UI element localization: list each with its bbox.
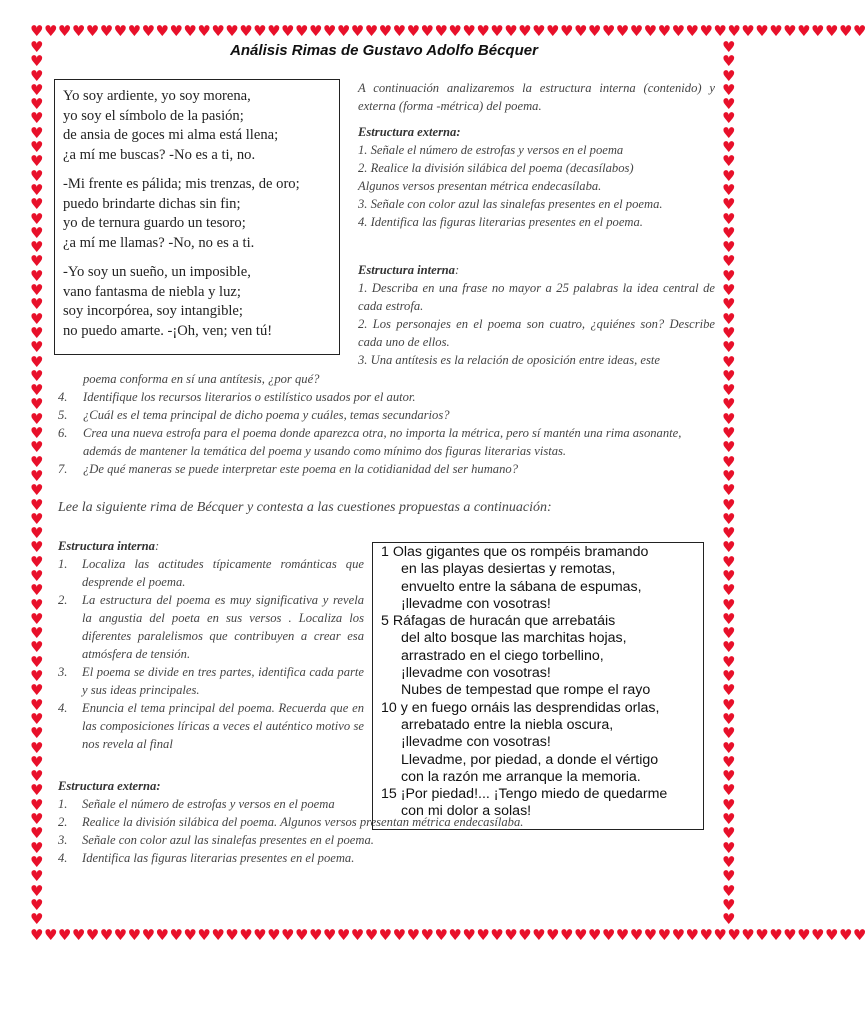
item-number: 4.	[58, 701, 68, 715]
verse-line: ¡llevadme con vosotras!	[401, 734, 551, 751]
question-item	[58, 849, 718, 867]
poem-box-1	[54, 79, 340, 355]
verse-line: vano fantasma de niebla y luz;	[63, 283, 241, 300]
heart-border-right: ♥♥♥♥♥♥♥♥♥♥♥♥♥♥♥♥♥♥♥♥♥♥♥♥♥♥♥♥♥♥♥♥♥♥♥♥♥♥♥♥♥♥♥♥♥♥♥♥♥♥♥♥♥♥♥♥♥♥♥♥♥♥	[722, 38, 736, 929]
internal-structure-continued	[58, 370, 718, 478]
item-text: Señale con color azul las sinalefas presentes en el poema.	[82, 833, 374, 847]
item-number: 4.	[58, 851, 68, 865]
intro-text: A continuación analizaremos la estructura interna (contenido) y externa (forma -métrica) del poema.	[358, 81, 715, 113]
item-text: Crea una nueva estrofa para el poema donde aparezca otra, no importa la métrica, pero sí mantén una rima asonante, además de mantener la temática del poema y usando como mínimo dos figuras literarias vistas.	[83, 426, 682, 458]
section-heading: Estructura interna	[58, 539, 155, 553]
internal-structure-section-1	[358, 261, 715, 369]
verse-line: no puedo amarte. -¡Oh, ven; ven tú!	[63, 322, 273, 339]
item-number: 7.	[58, 462, 68, 476]
question-item	[58, 591, 364, 663]
verse-line: 5 Ráfagas de huracán que arrebatáis	[381, 613, 616, 630]
item-text: Identifica las figuras literarias presentes en el poema.	[82, 851, 355, 865]
page-title: Análisis Rimas de Gustavo Adolfo Bécquer	[230, 42, 538, 59]
verse-line: arrastrado en el ciego torbellino,	[401, 647, 604, 664]
question-item	[58, 424, 718, 460]
external-structure-section-1	[358, 123, 715, 231]
item-number: 1.	[58, 797, 68, 811]
item-number: 2.	[58, 593, 68, 607]
item-number: 2.	[58, 815, 68, 829]
question-item-continued: poema conforma en sí una antítesis, ¿por qué?	[83, 372, 320, 386]
item-number: 5.	[58, 408, 68, 422]
heart-border-left: ♥♥♥♥♥♥♥♥♥♥♥♥♥♥♥♥♥♥♥♥♥♥♥♥♥♥♥♥♥♥♥♥♥♥♥♥♥♥♥♥♥♥♥♥♥♥♥♥♥♥♥♥♥♥♥♥♥♥♥♥♥♥	[30, 38, 44, 929]
verse-line: 10 y en fuego ornáis las desprendidas orlas,	[381, 699, 660, 716]
question-item	[58, 663, 364, 699]
question-item	[58, 699, 364, 753]
verse-line: ¿a mí me llamas? -No, no es a ti.	[63, 234, 255, 251]
question-item: 3. Una antítesis es la relación de oposición entre ideas, este	[358, 353, 660, 367]
heart-border-bottom: ♥♥♥♥♥♥♥♥♥♥♥♥♥♥♥♥♥♥♥♥♥♥♥♥♥♥♥♥♥♥♥♥♥♥♥♥♥♥♥♥♥♥♥♥♥♥♥♥♥♥♥♥♥♥♥♥♥♥♥♥	[30, 926, 867, 944]
item-number: 4.	[58, 390, 68, 404]
verse-line: arrebatado entre la niebla oscura,	[401, 716, 614, 733]
item-text: El poema se divide en tres partes, identifica cada parte y sus ideas principales.	[82, 665, 364, 697]
question-item: 3. Señale con color azul las sinalefas presentes en el poema.	[358, 197, 663, 211]
verse-line: ¡llevadme con vosotras!	[401, 595, 551, 612]
verse-line: puedo brindarte dichas sin fin;	[63, 195, 241, 212]
verse-line: yo soy el símbolo de la pasión;	[63, 107, 244, 124]
question-item: 4. Identifica las figuras literarias presentes en el poema.	[358, 215, 643, 229]
item-number: 6.	[58, 426, 68, 440]
stanza	[63, 87, 331, 165]
question-item	[58, 460, 718, 478]
item-text: Enuncia el tema principal del poema. Recuerda que en las composiciones líricas a veces el auténtico motivo se nos revela al final	[82, 701, 364, 751]
item-number: 3.	[58, 833, 68, 847]
verse-line: -Yo soy un sueño, un imposible,	[63, 264, 251, 280]
internal-structure-section-2	[58, 537, 364, 753]
question-item	[58, 406, 718, 424]
section-heading: Estructura interna	[358, 263, 455, 277]
stanza	[63, 175, 331, 253]
verse-line: ¿a mí me buscas? -No es a ti, no.	[63, 146, 256, 163]
poem-box-2	[372, 542, 704, 830]
question-item: 2. Los personajes en el poema son cuatro, ¿quiénes son? Describe cada uno de ellos.	[358, 317, 715, 349]
question-item: 1. Señale el número de estrofas y versos en el poema	[358, 143, 624, 157]
item-number: 3.	[58, 665, 68, 679]
heading-colon: :	[454, 263, 460, 277]
question-item	[58, 555, 364, 591]
question-item	[58, 831, 718, 849]
verse-line: 1 Olas gigantes que os rompéis bramando	[381, 544, 649, 560]
verse-line: Yo soy ardiente, yo soy morena,	[63, 88, 251, 104]
verse-line: Nubes de tempestad que rompe el rayo	[401, 682, 651, 699]
heading-colon: :	[154, 539, 160, 553]
question-item: 2. Realice la división silábica del poema (decasílabos)	[358, 161, 634, 175]
item-text: Señale el número de estrofas y versos en el poema	[82, 797, 335, 811]
question-item	[58, 388, 718, 406]
item-text: ¿De qué maneras se puede interpretar este poema en la cotidianidad del ser humano?	[83, 462, 518, 476]
question-item: 1. Describa en una frase no mayor a 25 palabras la idea central de cada estrofa.	[358, 281, 715, 313]
item-text: Localiza las actitudes típicamente románticas que desprende el poema.	[82, 557, 364, 589]
verse-line: soy incorpórea, soy intangible;	[63, 303, 243, 319]
section-heading: Estructura externa:	[58, 779, 161, 793]
verse-line: con mi dolor a solas!	[401, 803, 532, 820]
heart-border-top: ♥♥♥♥♥♥♥♥♥♥♥♥♥♥♥♥♥♥♥♥♥♥♥♥♥♥♥♥♥♥♥♥♥♥♥♥♥♥♥♥♥♥♥♥♥♥♥♥♥♥♥♥♥♥♥♥♥♥♥♥	[30, 22, 867, 40]
item-number: 1.	[58, 557, 68, 571]
verse-line: en las playas desiertas y remotas,	[401, 561, 616, 578]
verse-line: yo de ternura guardo un tesoro;	[63, 215, 246, 231]
item-text: ¿Cuál es el tema principal de dicho poema y cuáles, temas secundarios?	[83, 408, 450, 422]
stanza	[63, 263, 331, 341]
question-item: Algunos versos presentan métrica endecasílaba.	[358, 179, 602, 193]
verse-line: Llevadme, por piedad, a donde el vértigo	[401, 751, 659, 768]
verse-line: 15 ¡Por piedad!... ¡Tengo miedo de quedarme	[381, 786, 668, 803]
item-text: La estructura del poema es muy significativa y revela la angustia del poeta en sus versos . Localiza los diferentes paralelismos que contribuyen a crear esa atmósfera de tensión.	[82, 593, 364, 661]
verse-line: de ansia de goces mi alma está llena;	[63, 127, 279, 143]
section-heading: Estructura externa:	[358, 125, 461, 139]
verse-line: del alto bosque las marchitas hojas,	[401, 630, 627, 647]
lead-instruction: Lee la siguiente rima de Bécquer y contesta a las cuestiones propuestas a continuación:	[58, 500, 552, 515]
verse-line: ¡llevadme con vosotras!	[401, 665, 551, 682]
verse-line: envuelto entre la sábana de espumas,	[401, 578, 642, 595]
verse-line: -Mi frente es pálida; mis trenzas, de oro;	[63, 176, 300, 192]
item-text: Realice la división silábica del poema. Algunos versos presentan métrica endecasílaba.	[82, 815, 524, 829]
item-text: Identifique los recursos literarios o estilístico usados por el autor.	[83, 390, 416, 404]
verse-line: con la razón me arranque la memoria.	[401, 768, 641, 785]
